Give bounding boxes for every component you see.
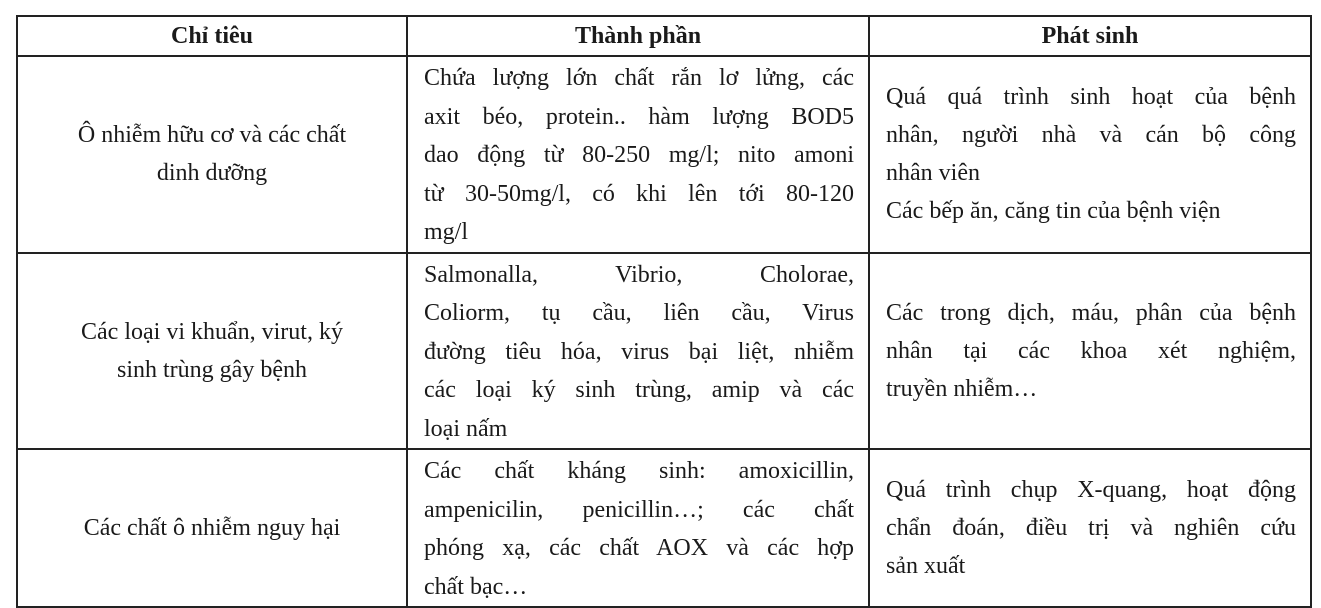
header-source: Phát sinh — [869, 16, 1311, 56]
cell-line: mg/l — [424, 219, 469, 245]
table-row — [17, 253, 1311, 450]
cell-line: loại nấm — [424, 415, 508, 442]
source-cell — [869, 56, 1311, 253]
criterion-cell — [17, 253, 407, 450]
composition-cell — [407, 253, 869, 450]
cell-line: nhân viên — [886, 160, 980, 187]
cell-line: Salmonalla, Vibrio, Cholorae, — [424, 261, 854, 288]
cell-line: Các trong dịch, máu, phân của bệnh — [886, 299, 1296, 326]
composition-cell — [407, 449, 869, 607]
cell-line: Các loại vi khuẩn, virut, ký — [81, 318, 343, 345]
cell-line: sản xuất — [886, 553, 966, 579]
cell-line: dinh dưỡng — [156, 160, 268, 187]
source-cell — [869, 253, 1311, 450]
cell-line: chẩn đoán, điều trị và nghiên cứu — [886, 515, 1296, 541]
cell-line: sinh trùng gây bệnh — [117, 356, 307, 383]
cell-line: đường tiêu hóa, virus bại liệt, nhiễm — [424, 338, 854, 365]
criterion-cell — [17, 56, 407, 253]
cell-line: Ô nhiễm hữu cơ và các chất — [77, 122, 347, 149]
header-composition: Thành phần — [407, 16, 869, 56]
cell-line: phóng xạ, các chất AOX và các hợp — [424, 535, 854, 561]
cell-line: Các chất kháng sinh: amoxicillin, — [424, 458, 854, 484]
cell-line: truyền nhiễm… — [886, 375, 1038, 402]
header-row — [17, 16, 1311, 56]
cell-line: Các bếp ăn, căng tin của bệnh viện — [886, 198, 1221, 225]
cell-line: Chứa lượng lớn chất rắn lơ lửng, các — [424, 65, 854, 91]
cell-line: chất bạc… — [424, 573, 528, 600]
source-cell — [869, 449, 1311, 607]
cell-line: nhân, người nhà và cán bộ công — [886, 122, 1296, 149]
data-table — [16, 15, 1312, 608]
cell-line: ampenicilin, penicillin…; các chất — [424, 496, 854, 523]
cell-line: axit béo, protein.. hàm lượng BOD5 — [424, 103, 854, 130]
cell-line: Coliorm, tụ cầu, liên cầu, Virus — [424, 300, 854, 326]
cell-line: Quá quá trình sinh hoạt của bệnh — [886, 84, 1296, 111]
cell-line: dao động từ 80-250 mg/l; nito amoni — [424, 142, 854, 168]
table-row — [17, 56, 1311, 253]
cell-line: các loại ký sinh trùng, amip và các — [424, 377, 854, 403]
cell-line: nhân tại các khoa xét nghiệm, — [886, 337, 1296, 364]
composition-cell — [407, 56, 869, 253]
cell-line: Quá trình chụp X-quang, hoạt động — [886, 477, 1296, 503]
criterion-cell — [17, 449, 407, 607]
header-criterion: Chỉ tiêu — [17, 16, 407, 56]
cell-line: Các chất ô nhiễm nguy hại — [83, 515, 341, 541]
table-row — [17, 449, 1311, 607]
cell-line: từ 30-50mg/l, có khi lên tới 80-120 — [424, 180, 854, 207]
